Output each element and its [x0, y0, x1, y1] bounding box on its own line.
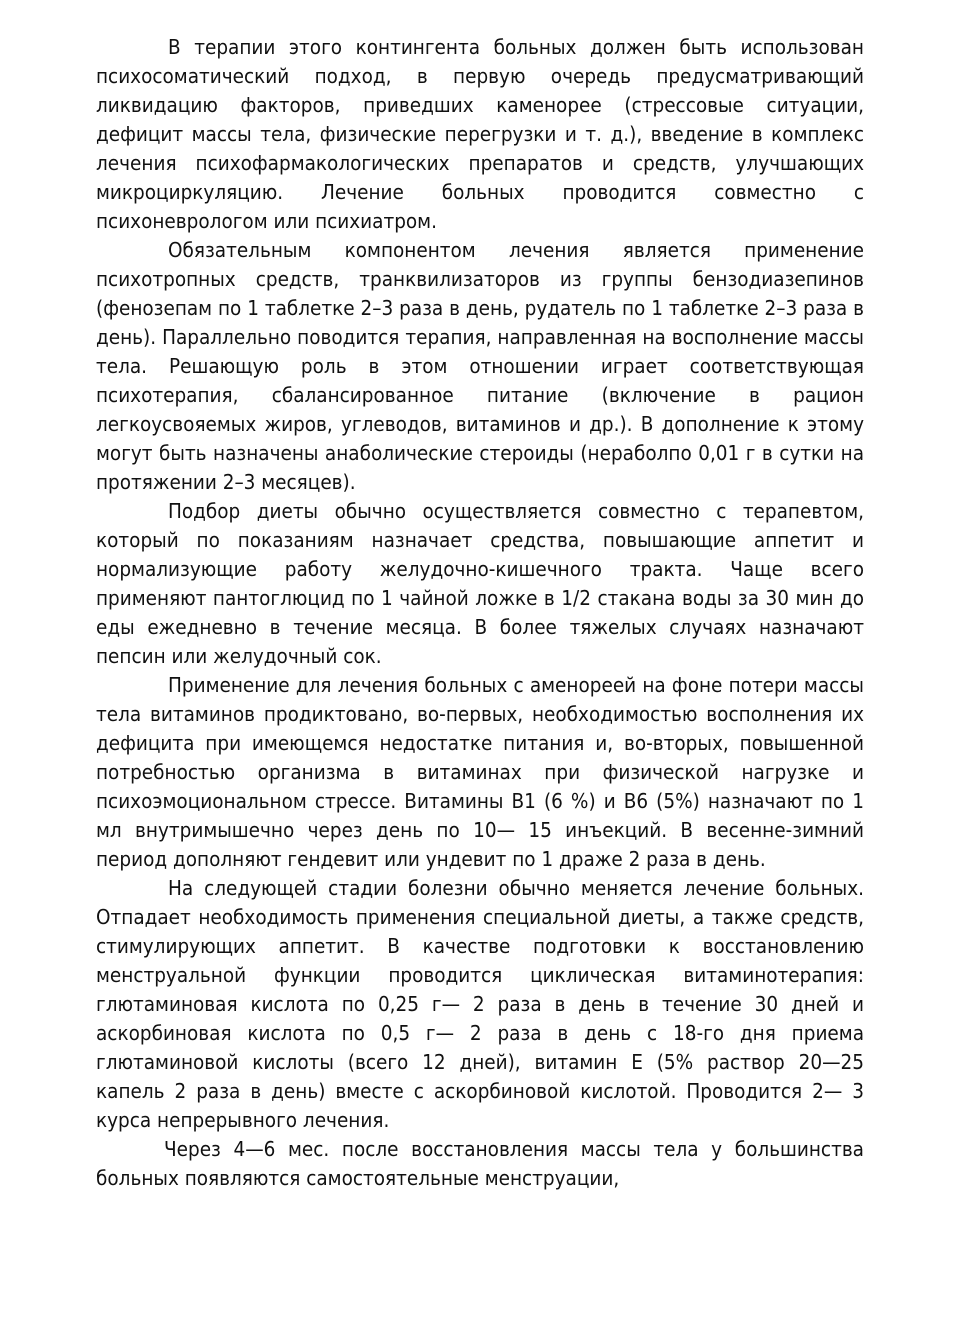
paragraph-next-stage: На следующей стадии болезни обычно меняется лечение больных. Отпадает необходимость применения специальной диеты, а также средств, стимулирующих аппетит. В качестве подготовки к восстановлению менструальной функции проводится циклическая витаминотерапия: глютаминовая кислота по 0,25 г— 2 раза в день в течение 30 дней и аскорбиновая кислота по 0,5 г— 2 раза в день с 18-го дня приема глютаминовой кислоты (всего 12 дней), витамин Е (5% раствор 20—25 капель 2 раза в день) вместе с аскорбиновой кислотой. Проводится 2— 3 курса непрерывного лечения.: [96, 876, 864, 1132]
paragraph-diet-selection: Подбор диеты обычно осуществляется совместно с терапевтом, который по показаниям назначает средства, повышающие аппетит и нормализующие работу желудочно-кишечного тракта. Чаще всего применяют пантоглюцид по 1 чайной ложке в 1/2 стакана воды за 30 мин до еды ежедневно в течение месяца. В более тяжелых случаях назначают пепсин или желудочный сок.: [96, 499, 864, 668]
paragraph-psychotropic-drugs: Обязательным компонентом лечения является применение психотропных средств, транквилизаторов из группы бензодиазепинов (фенозепам по 1 таблетке 2–3 раза в день, рудатель по 1 таблетке 2–3 раза в день). Параллельно поводится терапия, направленная на восполнение массы тела. Решающую роль в этом отношении играет соответствующая психотерапия, сбалансированное питание (включение в рацион легкоусвояемых жиров, углеводов, витаминов и др.). В дополнение к этому могут быть назначены анаболические стероиды (нераболпо 0,01 г в сутки на протяжении 2–3 месяцев).: [96, 238, 864, 494]
paragraph-menstruation-recovery: Через 4—6 мес. после восстановления массы тела у большинства больных появляются самостоятельные менструации,: [96, 1137, 864, 1190]
paragraph-vitamins: Применение для лечения больных с аменореей на фоне потери массы тела витаминов продиктовано, во-первых, необходимостью восполнения их дефицита при имеющемся недостатке питания и, во-вторых, повышенной потребностью организма в витаминах при физической нагрузке и психоэмоциональном стрессе. Витамины В1 (6 %) и В6 (5%) назначают по 1 мл внутримышечно через день по 10— 15 инъекций. В весенне-зимний период дополняют гендевит или ундевит по 1 драже 2 раза в день.: [96, 673, 864, 871]
paragraph-therapy-approach: В терапии этого контингента больных должен быть использован психосоматический подход, в первую очередь предусматривающий ликвидацию факторов, приведших каменорее (стрессовые ситуации, дефицит массы тела, физические перегрузки и т. д.), введение в комплекс лечения психофармакологических препаратов и средств, улучшающих микроциркуляцию. Лечение больных проводится совместно с психоневрологом или психиатром.: [96, 35, 864, 233]
document-page: [96, 33, 864, 1193]
